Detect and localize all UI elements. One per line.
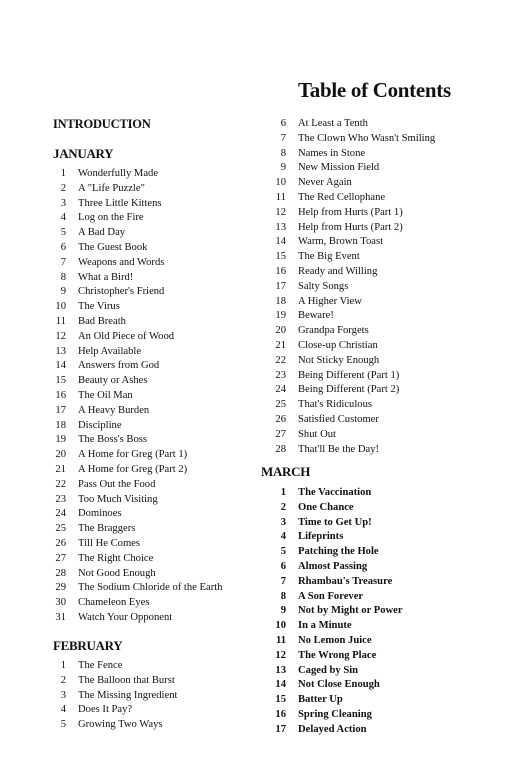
entry-number: 23 <box>55 493 66 505</box>
entry-title: The Oil Man <box>78 389 133 401</box>
toc-entry <box>46 718 177 733</box>
toc-entry <box>266 398 435 413</box>
toc-entry <box>46 689 177 704</box>
entry-title: Not by Might or Power <box>298 605 403 617</box>
toc-entry <box>46 419 222 434</box>
toc-entry <box>266 443 435 458</box>
entry-number: 5 <box>280 546 286 558</box>
toc-entry <box>266 486 403 501</box>
entry-number: 16 <box>275 265 286 277</box>
toc-entry <box>266 191 435 206</box>
entry-title: Wonderfully Made <box>78 168 159 179</box>
entry-title: Log on the Fire <box>78 212 144 224</box>
entry-title: A Bad Day <box>78 227 126 239</box>
entry-number: 6 <box>60 241 66 253</box>
toc-entry <box>46 448 222 463</box>
toc-entry <box>46 182 222 197</box>
entry-title: A Heavy Burden <box>78 404 150 416</box>
toc-entry <box>266 708 403 723</box>
entry-number: 11 <box>275 634 286 646</box>
entry-number: 21 <box>275 339 286 351</box>
entry-number: 12 <box>55 330 66 342</box>
entry-number: 1 <box>60 660 66 671</box>
entry-title: Names in Stone <box>298 147 366 159</box>
entry-title: Beauty or Ashes <box>78 375 148 387</box>
entry-title: The Missing Ingredient <box>78 689 178 701</box>
entry-number: 7 <box>280 132 286 144</box>
toc-entry <box>266 206 435 221</box>
entry-number: 2 <box>280 501 286 513</box>
entry-title: Grandpa Forgets <box>298 325 369 337</box>
toc-entry <box>46 703 177 718</box>
entry-number: 16 <box>55 389 66 401</box>
toc-entry <box>266 501 403 516</box>
entry-title: Help from Hurts (Part 2) <box>298 221 403 233</box>
entry-title: Ready and Willing <box>298 265 378 277</box>
entry-number: 20 <box>275 325 286 337</box>
toc-entry <box>266 619 403 634</box>
entry-number: 4 <box>60 704 66 716</box>
entry-title: Patching the Hole <box>298 546 379 558</box>
entry-title: The Vaccination <box>298 487 372 498</box>
entry-number: 2 <box>60 182 66 194</box>
entry-number: 26 <box>55 537 66 549</box>
entry-title: A "Life Puzzle" <box>78 182 145 194</box>
entry-number: 9 <box>60 286 66 298</box>
entry-number: 24 <box>275 384 286 396</box>
toc-entry <box>266 295 435 310</box>
entry-title: An Old Piece of Wood <box>78 330 175 342</box>
entry-title: What a Bird! <box>78 271 134 283</box>
entry-number: 13 <box>275 221 286 233</box>
entry-number: 3 <box>280 516 286 528</box>
toc-entry <box>266 324 435 339</box>
entry-title: In a Minute <box>298 620 352 632</box>
entry-title: Not Good Enough <box>78 567 156 579</box>
entry-number: 7 <box>60 256 66 268</box>
entry-title: Weapons and Words <box>78 256 165 268</box>
entry-number: 19 <box>55 434 66 446</box>
entry-title: Batter Up <box>298 694 343 706</box>
entry-number: 17 <box>275 280 286 292</box>
entry-number: 8 <box>280 590 286 602</box>
entry-title: Spring Cleaning <box>298 708 372 720</box>
entry-title: At Least a Tenth <box>298 118 368 129</box>
toc-entry <box>46 433 222 448</box>
entry-title: A Higher View <box>298 295 362 307</box>
entry-title: The Balloon that Burst <box>78 674 175 686</box>
entry-title: Being Different (Part 1) <box>298 369 400 381</box>
entry-number: 12 <box>275 649 286 661</box>
toc-entry <box>266 250 435 265</box>
toc-entry <box>46 463 222 478</box>
entry-title: Answers from God <box>78 360 160 372</box>
entry-number: 5 <box>60 719 66 731</box>
entry-title: Growing Two Ways <box>78 719 163 731</box>
toc-entry <box>266 634 403 649</box>
entry-number: 22 <box>55 478 66 490</box>
toc-entry <box>46 241 222 256</box>
entry-title: That's Ridiculous <box>298 399 373 411</box>
toc-entry <box>46 197 222 212</box>
toc-entry <box>46 674 177 689</box>
january-entries <box>46 167 222 626</box>
entry-title: Being Different (Part 2) <box>298 384 400 396</box>
entry-number: 11 <box>275 191 286 203</box>
entry-number: 9 <box>280 605 286 617</box>
entry-number: 11 <box>55 315 66 327</box>
toc-entry <box>266 516 403 531</box>
entry-number: 13 <box>55 345 66 357</box>
entry-title: Till He Comes <box>78 537 141 549</box>
toc-entry <box>46 478 222 493</box>
entry-title: Rhambau's Treasure <box>298 575 393 587</box>
entry-title: The Virus <box>78 301 120 313</box>
entry-title: A Son Forever <box>298 590 364 602</box>
entry-number: 8 <box>280 147 286 159</box>
toc-entry <box>266 265 435 280</box>
entry-title: Almost Passing <box>298 560 368 572</box>
toc-entry <box>46 552 222 567</box>
entry-title: New Mission Field <box>298 162 380 174</box>
toc-entry <box>46 567 222 582</box>
february-entries-left <box>46 659 177 733</box>
february-entries-right <box>266 117 435 457</box>
page-title: Table of Contents <box>298 78 451 102</box>
toc-entry <box>46 285 222 300</box>
entry-number: 24 <box>55 508 66 520</box>
toc-entry <box>266 132 435 147</box>
toc-entry <box>266 176 435 191</box>
entry-number: 10 <box>55 301 66 313</box>
entry-number: 6 <box>280 118 286 129</box>
entry-number: 17 <box>55 404 66 416</box>
toc-entry <box>46 596 222 611</box>
entry-number: 5 <box>60 227 66 239</box>
toc-entry <box>266 161 435 176</box>
toc-entry <box>46 226 222 241</box>
toc-entry <box>46 507 222 522</box>
entry-title: Warm, Brown Toast <box>298 236 384 248</box>
toc-entry <box>46 167 222 182</box>
entry-title: Never Again <box>298 177 352 189</box>
entry-title: The Boss's Boss <box>78 434 148 446</box>
entry-number: 25 <box>55 523 66 535</box>
march-entries <box>266 486 403 738</box>
toc-entry <box>46 537 222 552</box>
toc-entry <box>266 545 403 560</box>
toc-entry <box>266 369 435 384</box>
entry-title: A Home for Greg (Part 2) <box>78 463 188 475</box>
entry-number: 23 <box>275 369 286 381</box>
entry-title: Shut Out <box>298 428 336 440</box>
toc-entry <box>46 522 222 537</box>
entry-number: 26 <box>275 413 286 425</box>
entry-number: 29 <box>55 582 66 594</box>
entry-number: 15 <box>55 375 66 387</box>
introduction-heading: INTRODUCTION <box>53 117 151 131</box>
entry-number: 12 <box>275 206 286 218</box>
toc-entry <box>46 493 222 508</box>
toc-entry <box>266 575 403 590</box>
entry-title: Satisfied Customer <box>298 413 379 425</box>
entry-number: 17 <box>275 723 286 735</box>
entry-title: Caged by Sin <box>298 664 359 676</box>
toc-entry <box>266 117 435 132</box>
entry-number: 14 <box>55 360 66 372</box>
entry-title: Watch Your Opponent <box>78 611 173 623</box>
toc-entry <box>266 413 435 428</box>
entry-title: Chameleon Eyes <box>78 597 150 609</box>
toc-entry <box>266 221 435 236</box>
toc-entry <box>46 315 222 330</box>
toc-entry <box>46 659 177 674</box>
toc-entry <box>266 664 403 679</box>
entry-title: The Guest Book <box>78 241 148 253</box>
entry-title: The Wrong Place <box>298 649 377 661</box>
entry-title: Bad Breath <box>78 315 126 327</box>
entry-title: A Home for Greg (Part 1) <box>78 449 188 461</box>
toc-entry <box>266 723 403 738</box>
entry-number: 6 <box>280 560 286 572</box>
entry-number: 25 <box>275 399 286 411</box>
entry-number: 31 <box>55 611 66 623</box>
entry-title: The Red Cellophane <box>298 191 386 203</box>
toc-entry <box>266 649 403 664</box>
entry-title: Salty Songs <box>298 280 349 292</box>
toc-entry <box>46 300 222 315</box>
toc-entry <box>266 383 435 398</box>
entry-title: The Fence <box>78 660 123 671</box>
february-heading: FEBRUARY <box>53 638 123 653</box>
entry-number: 9 <box>280 162 286 174</box>
entry-title: Christopher's Friend <box>78 286 165 298</box>
entry-title: The Sodium Chloride of the Earth <box>78 582 223 594</box>
entry-number: 30 <box>55 597 66 609</box>
toc-entry <box>266 530 403 545</box>
entry-number: 20 <box>55 449 66 461</box>
entry-number: 3 <box>60 689 66 701</box>
entry-title: Help from Hurts (Part 1) <box>298 206 403 218</box>
entry-number: 10 <box>275 620 286 632</box>
entry-title: Not Sticky Enough <box>298 354 380 366</box>
entry-title: Three Little Kittens <box>78 197 162 209</box>
entry-number: 4 <box>280 531 286 543</box>
toc-entry <box>46 330 222 345</box>
toc-entry <box>266 428 435 443</box>
entry-title: One Chance <box>298 501 354 513</box>
entry-title: Help Available <box>78 345 142 357</box>
toc-entry <box>266 560 403 575</box>
entry-number: 2 <box>60 674 66 686</box>
entry-title: Not Close Enough <box>298 679 380 691</box>
entry-title: Beware! <box>298 310 334 322</box>
entry-number: 4 <box>60 212 66 224</box>
toc-entry <box>46 581 222 596</box>
entry-number: 21 <box>55 463 66 475</box>
entry-number: 3 <box>60 197 66 209</box>
entry-number: 28 <box>275 443 286 455</box>
entry-number: 18 <box>55 419 66 431</box>
entry-number: 7 <box>280 575 286 587</box>
entry-number: 22 <box>275 354 286 366</box>
entry-number: 8 <box>60 271 66 283</box>
toc-entry <box>266 147 435 162</box>
entry-number: 27 <box>55 552 66 564</box>
entry-title: Dominoes <box>78 508 122 520</box>
entry-title: Does It Pay? <box>78 704 133 716</box>
january-heading: JANUARY <box>53 146 114 161</box>
toc-entry <box>266 235 435 250</box>
entry-number: 27 <box>275 428 286 440</box>
entry-number: 14 <box>275 679 286 691</box>
entry-title: Too Much Visiting <box>78 493 158 505</box>
entry-title: Lifeprints <box>298 531 344 543</box>
toc-entry <box>266 604 403 619</box>
entry-number: 15 <box>275 251 286 263</box>
toc-entry <box>46 359 222 374</box>
entry-number: 1 <box>280 487 286 498</box>
entry-title: Pass Out the Food <box>78 478 156 490</box>
toc-entry <box>46 404 222 419</box>
entry-title: The Right Choice <box>78 552 154 564</box>
march-heading: MARCH <box>261 464 311 479</box>
toc-entry <box>46 389 222 404</box>
entry-number: 28 <box>55 567 66 579</box>
entry-title: Time to Get Up! <box>298 516 372 528</box>
entry-number: 13 <box>275 664 286 676</box>
toc-entry <box>46 374 222 389</box>
entry-number: 15 <box>275 694 286 706</box>
entry-title: The Big Event <box>298 251 360 263</box>
entry-number: 14 <box>275 236 286 248</box>
entry-title: No Lemon Juice <box>298 634 372 646</box>
entry-title: The Clown Who Wasn't Smiling <box>298 132 436 144</box>
toc-entry <box>46 211 222 226</box>
entry-title: Close-up Christian <box>298 339 378 351</box>
toc-entry <box>46 345 222 360</box>
toc-entry <box>266 339 435 354</box>
toc-entry <box>266 678 403 693</box>
entry-title: Delayed Action <box>298 723 367 735</box>
entry-number: 16 <box>275 708 286 720</box>
toc-entry <box>266 590 403 605</box>
entry-number: 10 <box>275 177 286 189</box>
toc-entry <box>266 354 435 369</box>
entry-number: 1 <box>60 168 66 179</box>
entry-title: The Braggers <box>78 523 136 535</box>
toc-entry <box>46 611 222 626</box>
entry-number: 19 <box>275 310 286 322</box>
entry-number: 18 <box>275 295 286 307</box>
entry-title: That'll Be the Day! <box>298 443 380 455</box>
toc-entry <box>46 271 222 286</box>
toc-entry <box>266 280 435 295</box>
toc-entry <box>266 693 403 708</box>
entry-title: Discipline <box>78 419 122 431</box>
toc-entry <box>46 256 222 271</box>
toc-entry <box>266 309 435 324</box>
